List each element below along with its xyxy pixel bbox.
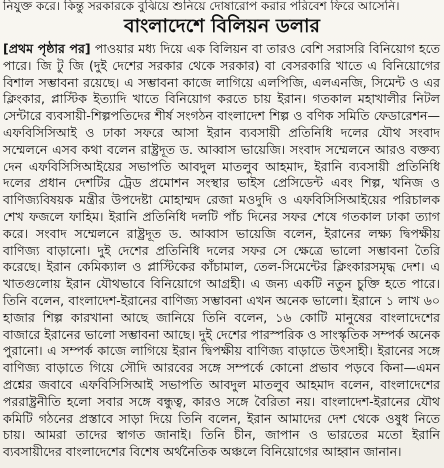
body-text: পাওয়ার মধ্য দিয়ে এক বিলিয়ন বা তারও বেশি সরাসরি বিনিয়োগ হতে পারে। জি টু জি (দুই দেশের সরকার থেকে সরকার) বা বেসরকারি খাতে এ বিনিয়োগের বিশাল সম্ভাবনা রয়েছে। এ সম্ভাবনা কাজে লাগিয়ে এলপিজি, এলএনজি, সিমেন্ট ও এর ক্লিংকার, প্লাস্টিক ইত্যাদি খাতে বিনিয়োগ করতে চায় ইরান। গতকাল মহাখালীর নিটল সেন্টারে ব্যবসায়ী-শিল্পপতিদের শীর্ষ সংগঠন বাংলাদেশ শিল্প ও বণিক সমিতি ফেডারেশন—এফবিসিসিআই ও ঢাকা সফরে আসা ইরান ব্যবসায়ী প্রতিনিধি দলের যৌথ সংবাদ সম্মেলনে এসব কথা বলেন রাষ্ট্রদূত ড. আব্বাস ভায়েজি। সংবাদ সম্মেলনে আরও বক্তব্য দেন এফবিসিসিআইয়ের সভাপতি আবদুল মাতলুব আহমাদ, ইরানি ব্যবসায়ী প্রতিনিধি দলের প্রধান দেশটির ট্রেড প্রমোশন সংস্থার ভাইস প্রেসিডেন্ট এবং শিল্প, খনিজ ও বাণিজ্যবিষয়ক মন্ত্রীর উপদেষ্টা মোহাম্মদ রেজা মওদুদি ও এফবিসিসিআইয়ের পরিচালক শেখ ফজলে ফাহিম। ইরানি প্রতিনিধি দলটি পাঁচ দিনের সফর শেষে গতকাল ঢাকা ত্যাগ করে। সংবাদ সম্মেলনে রাষ্ট্রদূত ড. আব্বাস ভায়েজি বলেন, ইরানের লক্ষ্য দ্বিপক্ষীয় বাণিজ্য বাড়ানো। দুই দেশের প্রতিনিধি দলের সফর সে ক্ষেত্রে ভালো সম্ভাবনা তৈরি করেছে। ইরান কেমিক্যাল ও প্লাস্টিকের কাঁচামাল, তেল-সিমেন্টের ক্লিংকারসমৃদ্ধ দেশ। এ খাতগুলোয় ইরান যৌথভাবে বিনিয়োগে আগ্রহী। এ জন্য একটি নতুন চুক্তি হতে পারে। তিনি বলেন, বাংলাদেশ-ইরানের বাণিজ্য সম্ভাবনা এখন অনেক ভালো। ইরানে ১ লাখ ৬০ হাজার শিল্প কারখানা আছে জানিয়ে তিনি বলেন, ১৬ কোটি মানুষের বাংলাদেশের বাজারে ইরানের ভালো সম্ভাবনা আছে। দুই দেশের পারস্পরিক ও সাংস্কৃতিক সম্পর্ক অনেক পুরানো। এ সম্পর্ক কাজে লাগিয়ে ইরান দ্বিপক্ষীয় বাণিজ্য বাড়াতে উৎসাহী। ইরানের সঙ্গে বাণিজ্য বাড়াতে গিয়ে সৌদি আরবের সঙ্গে সম্পর্কে কোনো প্রভাব পড়বে কিনা—এমন প্রশ্নের জবাবে এফবিসিসিআই সভাপতি আবদুল মাতলুব আহমাদ বলেন, বাংলাদেশের পররাষ্ট্রনীতি হলো সবার সঙ্গে বন্ধুত্ব, কারও সঙ্গে বৈরিতা নয়। বাংলাদেশ-ইরানের যৌথ কমিটি গঠনের প্রস্তাবে সাড়া দিয়ে তিনি বলেন, ইরান আমাদের দেশ থেকে ওষুধ নিতে চায়। আমরা তাদের স্বাগত জানাই। তিনি চীন, জাপান ও ভারতের মতো ইরানি ব্যবসায়ীদের বাংলাদেশের বিশেষ অর্থনৈতিক অঞ্চলে বিনিয়োগের আহ্বান জানান। xyxy=(3,41,440,460)
continued-label: [প্রথম পৃষ্ঠার পর] xyxy=(3,41,91,56)
article-body xyxy=(3,41,440,461)
headline: বাংলাদেশে বিলিয়ন ডলার xyxy=(124,15,320,37)
previous-article-tail: নিযুক্ত করে। কিন্তু সরকারকে বুঝিয়ে শুনিয়ে দোষারোপ করার পরিবেশ ফিরে আসেনি। xyxy=(3,0,400,13)
